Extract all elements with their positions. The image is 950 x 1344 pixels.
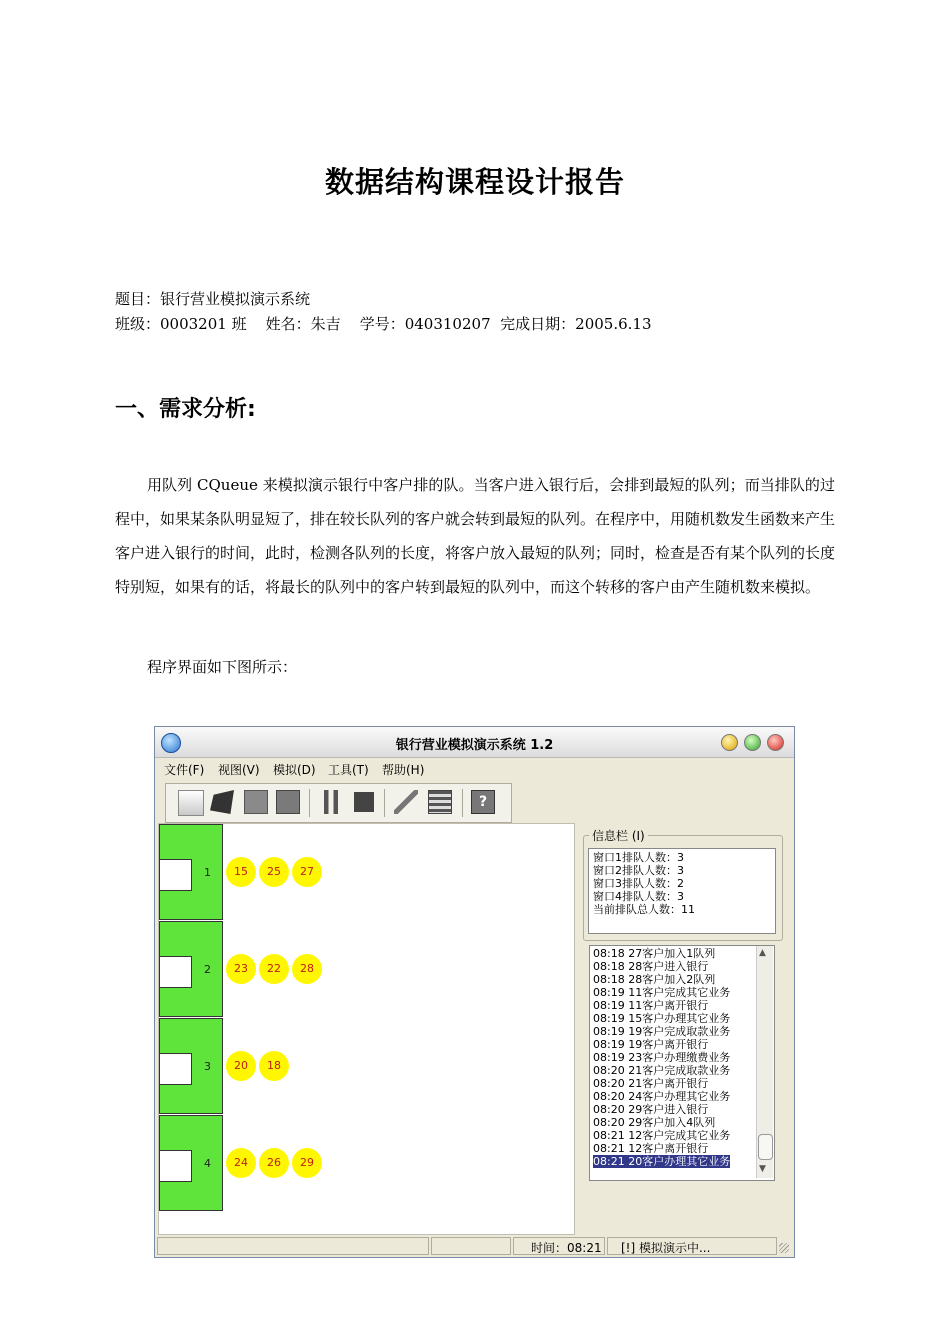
customer-token: 27 [292, 857, 322, 887]
calculator-icon[interactable] [428, 790, 452, 814]
queue-info-line: 窗口3排队人数：2 [593, 877, 684, 890]
counter-desk [160, 1150, 192, 1182]
counter-label: 1 [204, 866, 211, 879]
log-item[interactable]: 08:20 24客户办理其它业务 [593, 1090, 731, 1103]
figure-intro: 程序界面如下图所示： [147, 658, 298, 676]
customer-token: 15 [226, 857, 256, 887]
scroll-down-icon[interactable]: ▼ [759, 1164, 766, 1174]
save-as-icon[interactable] [276, 790, 300, 814]
customer-token: 25 [259, 857, 289, 887]
scroll-up-icon[interactable]: ▲ [759, 948, 766, 958]
counter-desk [160, 859, 192, 891]
log-item[interactable]: 08:20 21客户离开银行 [593, 1077, 709, 1090]
log-item[interactable]: 08:19 23客户办理缴费业务 [593, 1051, 731, 1064]
save-icon[interactable] [244, 790, 268, 814]
log-item[interactable]: 08:20 21客户完成取款业务 [593, 1064, 731, 1077]
log-item[interactable]: 08:18 28客户加入2队列 [593, 973, 716, 986]
info-label: 信息栏 (I) [589, 827, 648, 844]
menu-file[interactable]: 文件(F) [164, 763, 205, 777]
log-item[interactable]: 08:20 29客户进入银行 [593, 1103, 709, 1116]
maximize-button[interactable] [744, 734, 761, 751]
counter-desk [160, 956, 192, 988]
window-title: 银行营业模拟演示系统 1.2 [395, 738, 554, 753]
scroll-thumb[interactable] [758, 1134, 773, 1160]
counter-label: 2 [204, 963, 211, 976]
status-message: [!] 模拟演示中... [621, 1241, 711, 1255]
log-item[interactable]: 08:18 27客户加入1队列 [593, 947, 716, 960]
queue-info-line: 窗口1排队人数：3 [593, 851, 684, 864]
queue-info-line: 窗口2排队人数：3 [593, 864, 684, 877]
log-item[interactable]: 08:21 12客户完成其它业务 [593, 1129, 731, 1142]
log-item[interactable]: 08:19 15客户办理其它业务 [593, 1012, 731, 1025]
topic-line: 题目：银行营业模拟演示系统 [115, 290, 311, 308]
queue-info-line: 窗口4排队人数：3 [593, 890, 684, 903]
pause-icon[interactable] [319, 790, 343, 814]
counter-1 [159, 824, 223, 920]
log-item[interactable]: 08:21 20客户办理其它业务 [593, 1155, 731, 1168]
resize-grip[interactable] [779, 1243, 789, 1253]
event-log[interactable] [589, 945, 775, 1181]
menu-bar [155, 758, 794, 780]
menu-tools[interactable]: 工具(T) [328, 763, 369, 777]
toolbar [165, 783, 512, 823]
info-panel [577, 823, 791, 1243]
status-time: 时间：08:21 [531, 1241, 602, 1255]
counter-2 [159, 921, 223, 1017]
log-item[interactable]: 08:19 11客户离开银行 [593, 999, 709, 1012]
log-item[interactable]: 08:18 28客户进入银行 [593, 960, 709, 973]
status-bar [155, 1235, 794, 1257]
customer-token: 20 [226, 1051, 256, 1081]
wrench-icon[interactable] [394, 790, 418, 814]
queue-info-line: 当前排队总人数：11 [593, 903, 695, 916]
counter-label: 4 [204, 1157, 211, 1170]
log-item[interactable]: 08:19 19客户离开银行 [593, 1038, 709, 1051]
menu-simulate[interactable]: 模拟(D) [273, 763, 316, 777]
app-window-screenshot [154, 726, 795, 1258]
log-item[interactable]: 08:21 12客户离开银行 [593, 1142, 709, 1155]
queue-count-box [588, 848, 776, 934]
customer-token: 22 [259, 954, 289, 984]
stop-icon[interactable] [354, 792, 374, 812]
open-icon[interactable] [210, 790, 234, 814]
customer-token: 28 [292, 954, 322, 984]
counter-3 [159, 1018, 223, 1114]
counter-4 [159, 1115, 223, 1211]
customer-token: 18 [259, 1051, 289, 1081]
close-button[interactable] [767, 734, 784, 751]
bank-view [158, 823, 575, 1235]
menu-help[interactable]: 帮助(H) [382, 763, 425, 777]
log-item[interactable]: 08:20 29客户加入4队列 [593, 1116, 716, 1129]
help-icon[interactable]: ? [471, 790, 495, 814]
log-scrollbar[interactable] [756, 946, 773, 1178]
section-heading: 一、需求分析: [115, 397, 256, 422]
customer-token: 29 [292, 1148, 322, 1178]
log-item[interactable]: 08:19 11客户完成其它业务 [593, 986, 731, 999]
student-info-line: 班级：0003201 班 姓名：朱吉 学号：040310207 完成日期：2005.6.13 [115, 315, 652, 333]
log-item[interactable]: 08:19 19客户完成取款业务 [593, 1025, 731, 1038]
customer-token: 23 [226, 954, 256, 984]
queue-info-group [583, 835, 783, 941]
menu-view[interactable]: 视图(V) [218, 763, 260, 777]
document-title: 数据结构课程设计报告 [324, 165, 625, 199]
body-paragraph: 用队列 CQueue 来模拟演示银行中客户排的队。当客户进入银行后，会排到最短的队列；而当排队的过程中，如果某条队明显短了，排在较长队列的客户就会转到最短的队列。在程序中，用随机数发生函数来产生客户进入银行的时间，此时，检测各队列的长度，将客户放入最短的队列；同时，检查是否有某个队列的长度特别短，如果有的话，将最长的队列中的客户转到最短的队列中，而这个转移的客户由产生随机数来模拟。 [115, 476, 836, 596]
customer-token: 24 [226, 1148, 256, 1178]
counter-label: 3 [204, 1060, 211, 1073]
title-bar [155, 727, 794, 758]
new-doc-icon[interactable] [178, 790, 204, 816]
customer-token: 26 [259, 1148, 289, 1178]
minimize-button[interactable] [721, 734, 738, 751]
counter-desk [160, 1053, 192, 1085]
